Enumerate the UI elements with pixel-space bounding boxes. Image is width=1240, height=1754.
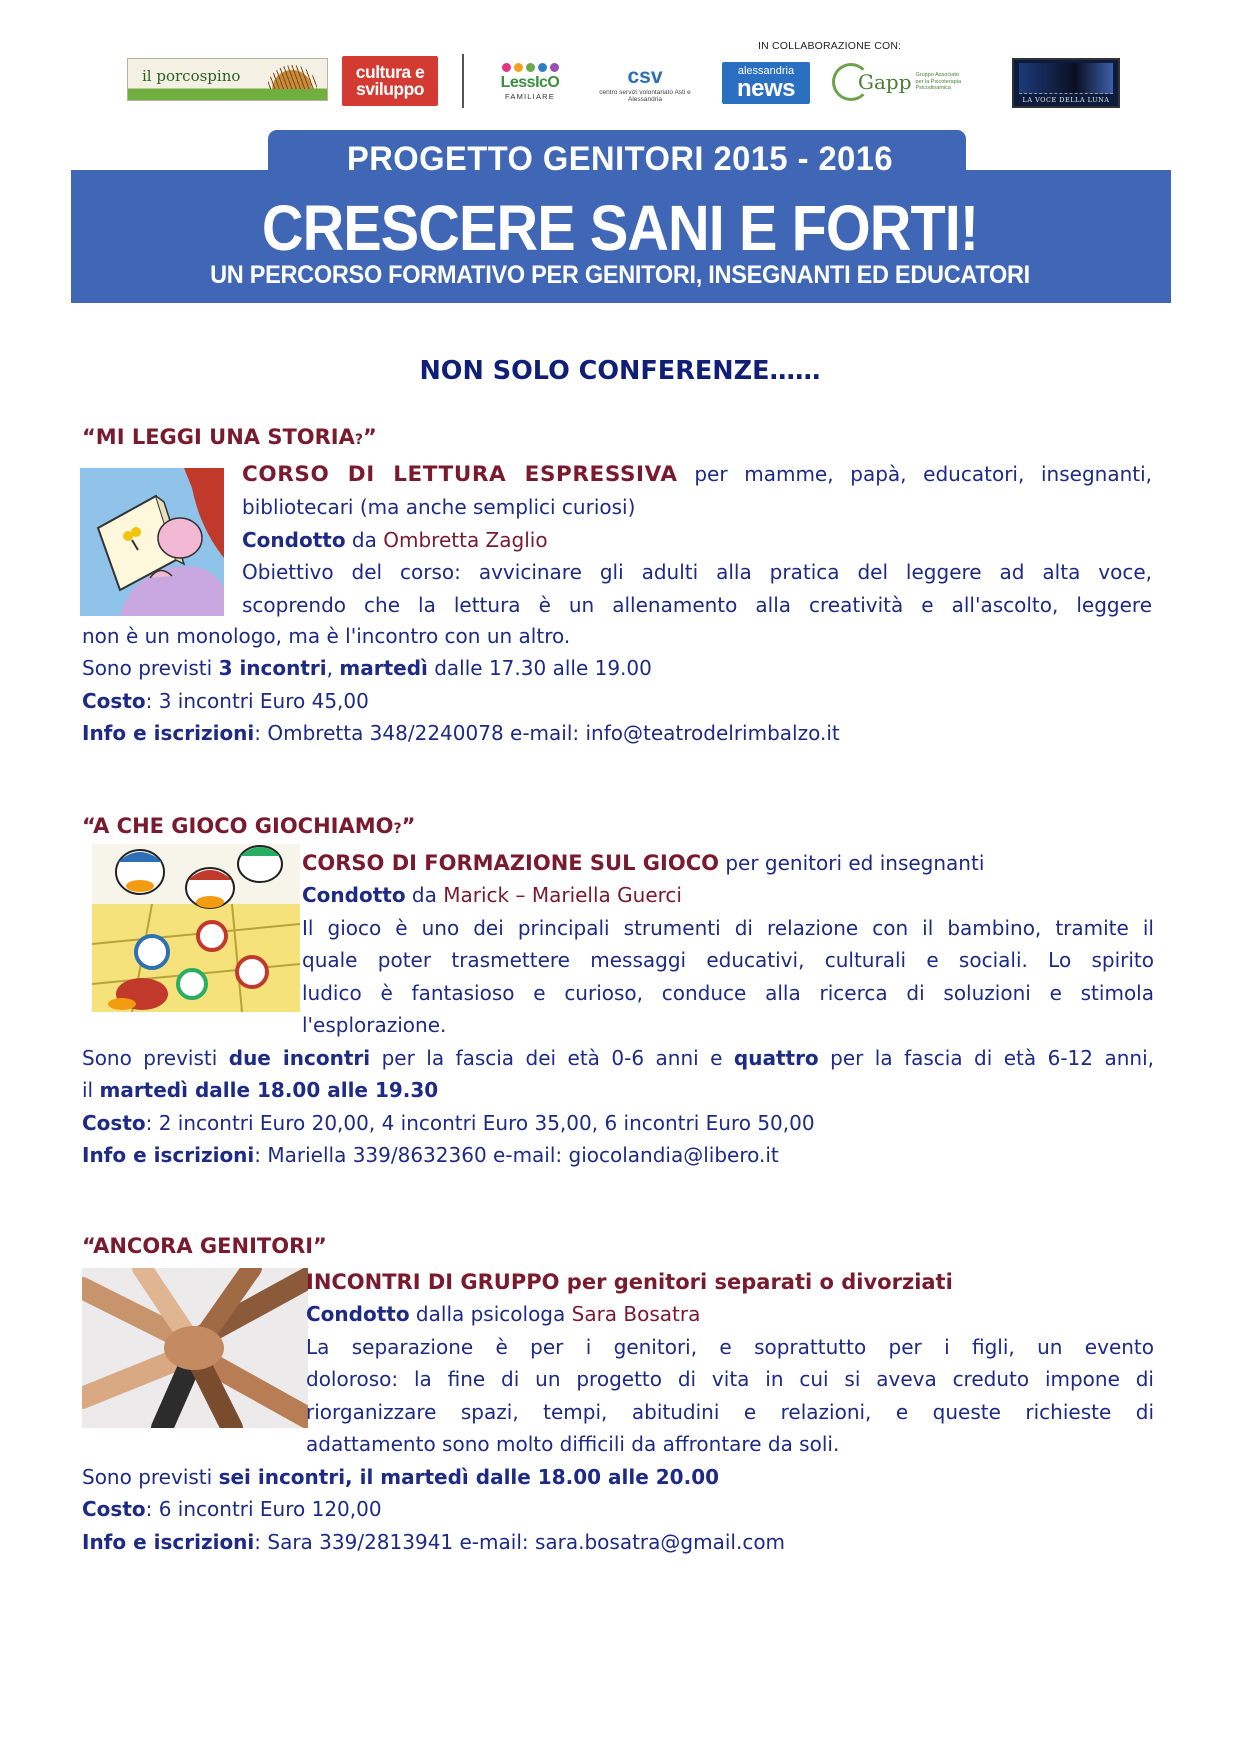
course-1-desc-1: Obiettivo del corso: avvicinare gli adulti alla pratica del leggere ad alta voce, [242,560,1152,585]
logo-csv-sub: centro servizi volontariato Asti e Alessandria [599,88,691,103]
game-illustration [92,844,300,1012]
course-1-target-line2: bibliotecari (ma anche semplici curiosi) [242,495,636,520]
course-3-name-line: INCONTRI DI GRUPPO per genitori separati o divorziati [306,1270,953,1294]
logo-divider [462,54,464,108]
course-1-details [82,620,1152,750]
course-3-cost: Costo: 6 incontri Euro 120,00 [82,1497,382,1522]
course-3-conducted: Condotto dalla psicologa Sara Bosatra [306,1302,701,1327]
course-2-desc-3: ludico è fantasioso e curioso, conduce alla ricerca di soluzioni e stimola [302,980,1154,1005]
course-1-cost: Costo: 3 incontri Euro 45,00 [82,688,369,713]
course-2-name-line: CORSO DI FORMAZIONE SUL GIOCO per genitori ed insegnanti [302,851,985,875]
logo-cultura-line1: cultura e [355,61,425,82]
course-1-title: “MI LEGGI UNA STORIA?” [82,425,377,449]
logo-gapp-sub: Gruppo Associato per la Psicoterapia Psicodinamica [915,72,962,92]
course-2-header-block [302,847,1154,1041]
course-3-details [82,1461,1154,1558]
course-3-desc-3: riorganizzare spazi, tempi, abitudini e relazioni, e queste richieste di [306,1399,1154,1424]
logo-gapp-word: Gapp [858,70,912,94]
course-1-conducted: Condotto da Ombretta Zaglio [242,527,548,552]
course-1-desc-2: scoprendo che la lettura è un allenamento alla creatività e all'ascolto, leggere [242,592,1152,617]
logo-cultura-e-sviluppo [342,56,438,106]
logo-csv-word: csv [627,64,663,88]
logo-lessico-word: LessIcO [500,74,560,91]
course-2-desc-2: quale poter trasmettere messaggi educativi, culturali e sociali. Lo spirito [302,948,1154,973]
logo-alessandria-news [722,62,810,104]
course-3-desc-4: adattamento sono molto difficili da affrontare da soli. [306,1432,840,1457]
course-2-details [82,1042,1154,1172]
lessico-dots-icon [502,63,559,72]
course-2-cost: Costo: 2 incontri Euro 20,00, 4 incontri Euro 35,00, 6 incontri Euro 50,00 [82,1110,815,1135]
course-3-desc-2: doloroso: la fine di un progetto di vita in cui si aveva creduto impone di [306,1367,1154,1392]
banner-project: PROGETTO GENITORI 2015 - 2016 [346,140,894,178]
course-2-conducted: Condotto da Marick – Mariella Guerci [302,883,682,908]
logo-news-top: alessandria [737,64,795,77]
course-2-schedule-2: il martedì dalle 18.00 alle 19.30 [82,1078,439,1103]
voce-filmstrip-icon [1019,63,1113,94]
course-3-title: “ANCORA GENITORI” [82,1234,327,1258]
course-1-header-block [242,458,1152,621]
course-3-desc-1: La separazione è per i genitori, e soprattutto per i figli, un evento [306,1334,1154,1359]
course-2-info: Info e iscrizioni: Mariella 339/8632360 e-mail: giocolandia@libero.it [82,1143,779,1168]
banner-subtitle: UN PERCORSO FORMATIVO PER GENITORI, INSEGNANTI ED EDUCATORI [210,261,1030,289]
reading-illustration [80,468,224,616]
banner-title: CRESCERE SANI E FORTI! [261,192,979,264]
course-1-name-line: CORSO DI LETTURA ESPRESSIVA per mamme, papà, educatori, insegnanti, [242,462,1153,487]
course-1-info: Info e iscrizioni: Ombretta 348/2240078 e-mail: info@teatrodelrimbalzo.it [82,721,840,746]
course-2-desc-1: Il gioco è uno dei principali strumenti di relazione con il bambino, tramite il [302,915,1154,940]
logo-la-voce-della-luna [1012,58,1120,108]
logo-porcospino-text: il porcospino [142,66,241,85]
logo-lessico-sub: FAMILIARE [505,92,555,101]
collaboration-note: IN COLLABORAZIONE CON: [758,40,902,52]
logo-csv [590,60,700,108]
course-3-info: Info e iscrizioni: Sara 339/2813941 e-mail: sara.bosatra@gmail.com [82,1529,786,1554]
hands-together-photo [82,1268,308,1428]
course-3-schedule: Sono previsti sei incontri, il martedì dalle 18.00 alle 20.00 [82,1465,720,1489]
logo-il-porcospino [127,58,328,101]
course-3-header-block [306,1266,1154,1460]
course-1-schedule: Sono previsti 3 incontri, martedì dalle 17.30 alle 19.00 [82,656,652,681]
course-2-schedule-1: Sono previsti due incontri per la fascia dei età 0-6 anni e quattro per la fascia di età 6-12 anni, [82,1046,1154,1070]
course-1-desc-3: non è un monologo, ma è l'incontro con un altro. [82,624,571,648]
logo-gapp [832,58,984,106]
logo-cultura-line2: sviluppo [356,79,424,99]
logo-news-bottom: news [736,74,796,102]
section-heading: NON SOLO CONFERENZE…… [419,356,821,386]
hedgehog-icon [267,65,317,89]
logo-lessico-familiare [487,56,573,108]
course-2-desc-4: l'esplorazione. [302,1013,447,1038]
logo-voce-text: LA VOCE DELLA LUNA [1022,95,1110,104]
course-2-title: “A CHE GIOCO GIOCHIAMO?” [82,814,416,838]
